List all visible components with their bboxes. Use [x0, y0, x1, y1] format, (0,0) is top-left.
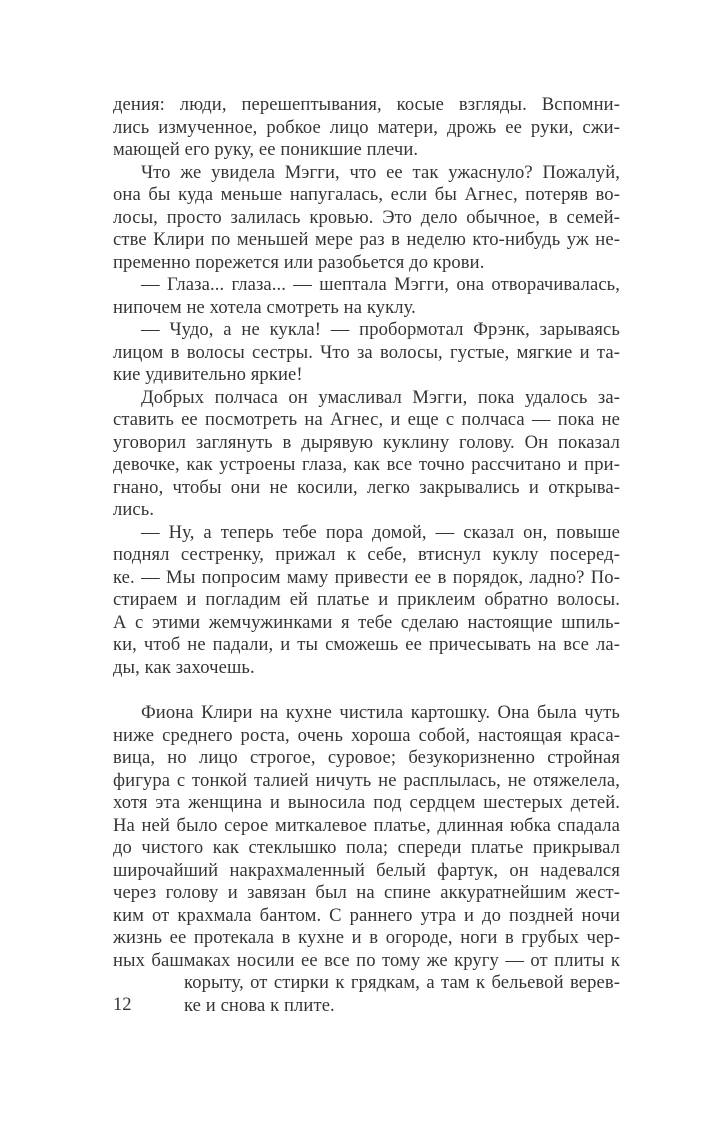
text-line: кие удивительно яркие! [113, 364, 303, 385]
text-line: вица, но лицо строгое, суровое; безукоризненно стройная [113, 747, 620, 768]
text-line: А с этими жемчужинками я тебе сделаю настоящие шпиль- [113, 611, 620, 633]
text-line: через голову и завязан был на спине аккуратнейшим жест- [113, 882, 620, 903]
text-line: до чистого как стеклышко пола; спереди платье прикрывал [113, 837, 620, 858]
text-line: На ней было серое миткалевое платье, длинная юбка спадала [113, 814, 620, 836]
text-line: поднял сестренку, прижал к себе, втиснул куклу посеред- [113, 544, 620, 565]
text-line: Фиона Клири на кухне чистила картошку. Она была чуть [141, 702, 620, 723]
text-line: она бы куда меньше напугалась, если бы Агнес, потеряв во- [113, 184, 620, 205]
paragraph [113, 274, 620, 319]
text-line: Что же увидела Мэгги, что ее так ужаснуло? Пожалуй, [141, 161, 620, 183]
text-line: — Ну, а теперь тебе пора домой, — сказал он, повыше [141, 521, 620, 543]
text-line: лосы, просто залилась кровью. Это дело обычное, в семей- [113, 206, 620, 228]
text-line: лись измученное, робкое лицо матери, дрожь ее руки, сжи- [113, 116, 620, 138]
text-line: — Глаза... глаза... — шептала Мэгги, она отворачивалась, [141, 274, 620, 295]
paragraph [113, 702, 620, 1017]
paragraph [113, 162, 620, 275]
text-line: пременно порежется или разобьется до крови. [113, 251, 485, 273]
text-line: стве Клири по меньшей мере раз в неделю кто-нибудь уж не- [113, 229, 620, 250]
text-line: ким от крахмала бантом. С раннего утра и до поздней ночи [113, 904, 620, 926]
paragraph [113, 319, 620, 387]
text-line: ке и снова к плите. [184, 994, 335, 1016]
text-line: стираем и погладим ей платье и приклеим обратно волосы. [113, 589, 620, 610]
text-line: ниже среднего роста, очень хороша собой, настоящая краса- [113, 724, 620, 746]
text-line: лицом в волосы сестры. Что за волосы, густые, мягкие и та- [113, 341, 620, 363]
text-line: гнано, чтобы они не косили, легко закрывались и открыва- [113, 476, 620, 498]
text-line: ды, как захочешь. [113, 656, 255, 678]
text-line: нипочем не хотела смотреть на куклу. [113, 296, 416, 318]
text-line: ных башмаках носили ее все по тому же кругу — от плиты к [113, 949, 620, 971]
text-line: хотя эта женщина и выносила под сердцем шестерых детей. [113, 792, 620, 813]
paragraph [113, 387, 620, 522]
text-line: широчайший накрахмаленный белый фартук, он надевался [113, 859, 620, 881]
text-line: мающей его руку, ее поникшие плечи. [113, 139, 419, 160]
text-line: девочке, как устроены глаза, как все точно рассчитано и при- [113, 454, 620, 475]
text-line: дения: люди, перешептывания, косые взгляды. Вспомни- [113, 94, 620, 115]
text-line: фигура с тонкой талией ничуть не расплылась, не отяжелела, [113, 769, 620, 791]
text-line: ставить ее посмотреть на Агнес, и еще с полчаса — пока не [113, 409, 620, 430]
text-line: ки, чтоб не падали, и ты сможешь ее причесывать на все ла- [113, 634, 620, 655]
page-text-block [113, 94, 620, 1017]
text-line: — Чудо, а не кукла! — пробормотал Фрэнк, зарываясь [141, 319, 620, 340]
text-line: уговорил заглянуть в дырявую куклину голову. Он показал [113, 431, 620, 453]
text-line: лись. [113, 499, 155, 520]
text-line: жизнь ее протекала в кухне и в огороде, ноги в грубых чер- [113, 927, 620, 948]
page-number: 12 [113, 994, 132, 1015]
paragraph [113, 522, 620, 680]
paragraph [113, 94, 620, 162]
text-line: Добрых полчаса он умасливал Мэгги, пока удалось за- [141, 386, 620, 408]
text-line: корыту, от стирки к грядкам, а там к бельевой верев- [184, 972, 620, 993]
text-line: ке. — Мы попросим маму привести ее в порядок, ладно? По- [113, 566, 620, 588]
